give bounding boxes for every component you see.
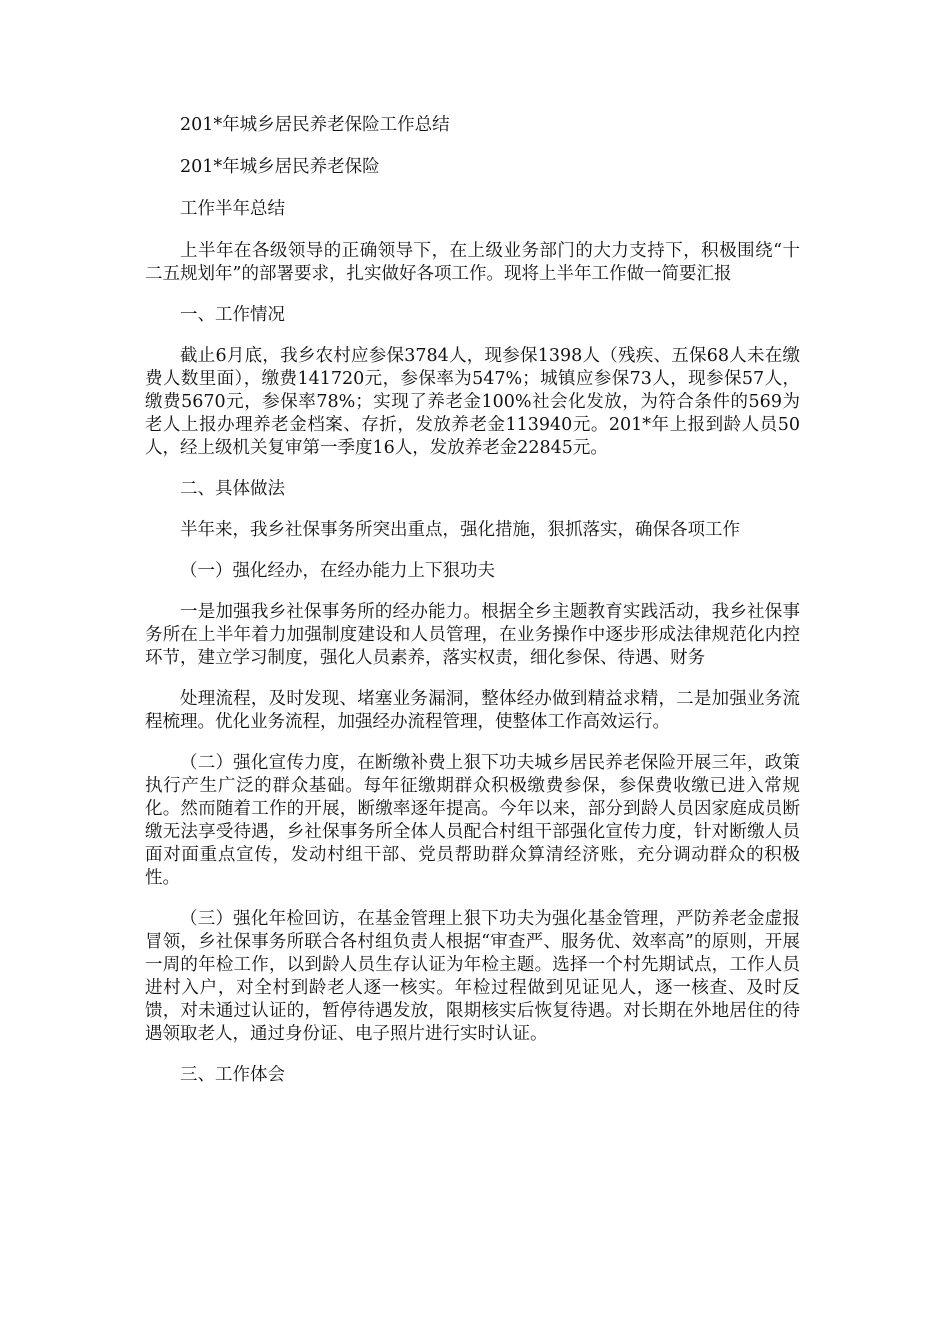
subsection-3-body: （三）强化年检回访，在基金管理上狠下功夫为强化基金管理，严防养老金虚报冒领，乡社保事务所联合各村组负责人根据“审查严、服务优、效率高”的原则，开展一周的年检工作，以到龄人员生存认证为年检主题。选择一个村先期试点，工作人员进村入户，对全村到龄老人逐一核实。年检过程做到见证见人，逐一核查、及时反馈，对未通过认证的，暂停待遇发放，限期核实后恢复待遇。对长期在外地居住的待遇领取老人，通过身份证、电子照片进行实时认证。 bbox=[145, 909, 800, 1044]
section-1-heading: 一、工作情况 bbox=[180, 305, 285, 325]
subsection-1-heading: （一）强化经办，在经办能力上下狠功夫 bbox=[180, 561, 495, 581]
section-1-body: 截止6月底，我乡农村应参保3784人，现参保1398人（残疾、五保68人未在缴费人数里面），缴费141720元，参保率为547%；城镇应参保73人，现参保57人，缴费5670元，参保率78%；实现了养老金100%社会化发放，为符合条件的569为老人上报办理养老金档案、存折，发放养老金113940元。201*年上报到龄人员50人，经上级机关复审第一季度16人，发放养老金22845元。 bbox=[145, 346, 800, 458]
subsection-1-body-b: 处理流程，及时发现、堵塞业务漏洞，整体经办做到精益求精，二是加强业务流程梳理。优化业务流程，加强经办流程管理，使整体工作高效运行。 bbox=[145, 689, 800, 732]
subsection-2-body: （二）强化宣传力度，在断缴补费上狠下功夫城乡居民养老保险开展三年，政策执行产生广泛的群众基础。每年征缴期群众积极缴费参保，参保费收缴已进入常规化。然而随着工作的开展，断缴率逐年提高。今年以来，部分到龄人员因家庭成员断缴无法享受待遇，乡社保事务所全体人员配合村组干部强化宣传力度，针对断缴人员面对面重点宣传，发动村组干部、党员帮助群众算清经济账，充分调动群众的积极性。 bbox=[145, 753, 800, 888]
section-2-intro: 半年来，我乡社保事务所突出重点，强化措施，狠抓落实，确保各项工作 bbox=[180, 520, 740, 540]
document-subtitle-1: 201*年城乡居民养老保险 bbox=[180, 157, 380, 177]
section-2-heading: 二、具体做法 bbox=[180, 479, 285, 499]
subsection-1-body-a: 一是加强我乡社保事务所的经办能力。根据全乡主题教育实践活动，我乡社保事务所在上半年着力加强制度建设和人员管理，在业务操作中逐步形成法律规范化内控环节，建立学习制度，强化人员素养，落实权责，细化参保、待遇、财务 bbox=[145, 602, 800, 668]
document-title: 201*年城乡居民养老保险工作总结 bbox=[180, 115, 450, 135]
section-3-heading: 三、工作体会 bbox=[180, 1065, 285, 1085]
document-subtitle-2: 工作半年总结 bbox=[180, 199, 285, 219]
intro-paragraph: 上半年在各级领导的正确领导下，在上级业务部门的大力支持下，积极围绕“十二五规划年”的部署要求，扎实做好各项工作。现将上半年工作做一简要汇报 bbox=[145, 241, 800, 284]
